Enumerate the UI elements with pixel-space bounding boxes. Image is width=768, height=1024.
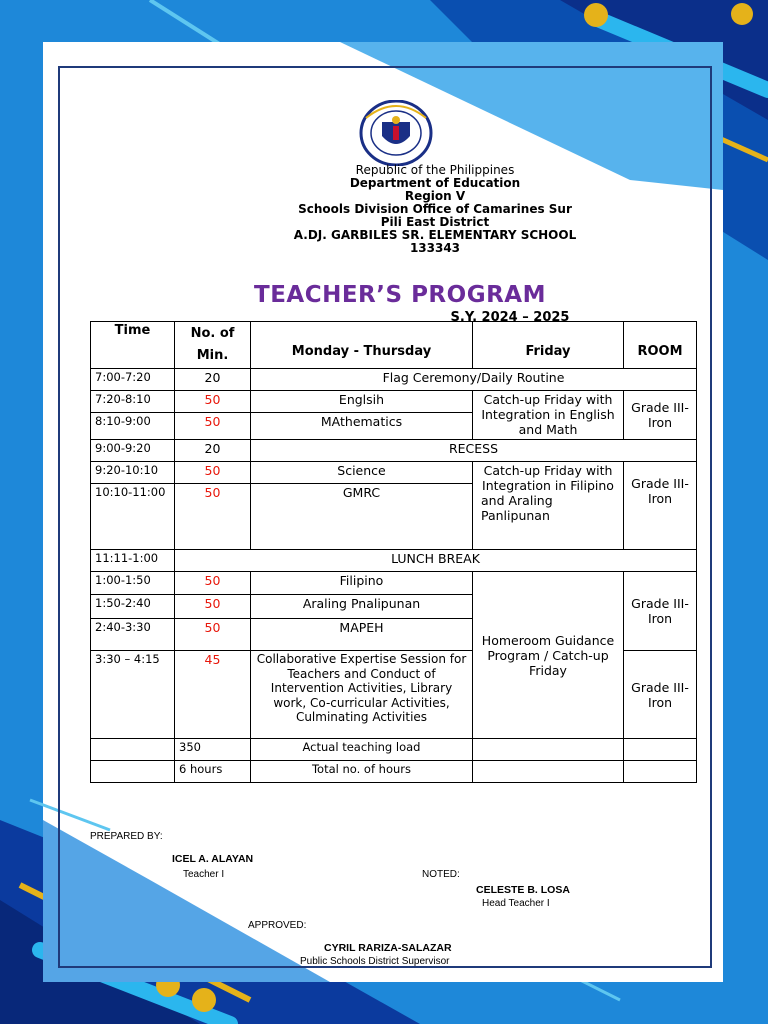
blank-cell [473,761,624,783]
total-label-cell: Total no. of hours [251,761,473,783]
blank-cell [91,761,175,783]
noted-label: NOTED: [422,869,460,880]
header-school: A.DJ. GARBILES SR. ELEMENTARY SCHOOL [293,228,577,242]
header-room: ROOM [624,322,697,369]
time-cell: 2:40-3:30 [91,619,175,651]
totals-row [91,761,697,783]
subject-cell: GMRC [251,484,473,550]
subject-cell: Filipino [251,572,473,595]
approved-name: CYRIL RARIZA-SALAZAR [324,942,452,954]
header-district: Pili East District [380,215,490,229]
friday-text: Catch-up Friday with Integration in Filipino [482,463,614,493]
header-minutes: No. of Min. [175,322,251,369]
subject-cell: MAthematics [251,413,473,440]
header-friday: Friday [473,322,624,369]
time-cell: 1:50-2:40 [91,595,175,619]
total-minutes-cell: 350 [175,739,251,761]
minutes-cell: 20 [175,369,251,391]
prepared-by-name: ICEL A. ALAYAN [172,853,254,865]
totals-row [91,739,697,761]
subject-cell: MAPEH [251,619,473,651]
table-row [91,572,697,595]
minutes-cell: 20 [175,440,251,462]
subject-cell: Araling Pnalipunan [251,595,473,619]
table-header-row [91,322,697,369]
minutes-cell: 50 [175,595,251,619]
deped-seal-logo [356,100,436,166]
time-cell: 11:11-1:00 [91,550,175,572]
noted-name: CELESTE B. LOSA [476,884,570,896]
prepared-by-label: PREPARED BY: [90,831,163,842]
room-cell: Grade III-Iron [624,572,697,651]
minutes-cell: 45 [175,651,251,739]
time-cell: 7:00-7:20 [91,369,175,391]
header-time: Time [91,322,175,369]
blank-cell [624,761,697,783]
time-cell: 8:10-9:00 [91,413,175,440]
subject-cell: LUNCH BREAK [175,550,697,572]
minutes-cell: 50 [175,572,251,595]
time-cell: 1:00-1:50 [91,572,175,595]
table-row [91,550,697,572]
table-row [91,440,697,462]
minutes-cell: 50 [175,462,251,484]
friday-cell [473,462,624,550]
table-row [91,462,697,484]
total-label-cell: Actual teaching load [251,739,473,761]
schedule-table [90,321,697,783]
minutes-cell: 50 [175,413,251,440]
subject-cell: Flag Ceremony/Daily Routine [251,369,697,391]
time-cell: 10:10-11:00 [91,484,175,550]
subject-cell: RECESS [251,440,697,462]
room-cell: Grade III-Iron [624,651,697,739]
approved-title: Public Schools District Supervisor [300,956,450,967]
page-title: TEACHER’S PROGRAM [254,282,546,308]
room-cell: Grade III-Iron [624,462,697,550]
minutes-cell: 50 [175,484,251,550]
header-department: Department of Education [349,176,521,190]
header-mon-thu: Monday - Thursday [251,322,473,369]
minutes-cell: 50 [175,619,251,651]
blank-cell [624,739,697,761]
subject-cell: Englsih [251,391,473,413]
approved-label: APPROVED: [248,920,307,931]
minutes-cell: 50 [175,391,251,413]
school-year: S.Y. 2024 – 2025 [450,310,570,325]
table-row [91,391,697,413]
blank-cell [91,739,175,761]
header-school-id: 133343 [409,241,461,255]
header-division: Schools Division Office of Camarines Sur [298,202,572,216]
subject-cell: Science [251,462,473,484]
subject-cell: Collaborative Expertise Session for Teachers and Conduct of Intervention Activities, Library work, Co-curricular Activities, Culminating Activities [251,651,473,739]
time-cell: 9:20-10:10 [91,462,175,484]
header-republic: Republic of the Philippines [355,163,515,177]
blank-cell [473,739,624,761]
prepared-by-title: Teacher I [183,869,225,880]
friday-cell: Homeroom Guidance Program / Catch-up Friday [473,572,624,739]
friday-text-continued: and Araling Panlipunan [481,493,553,523]
header-region: Region V [404,189,466,203]
room-cell: Grade III-Iron [624,391,697,440]
total-hours-cell: 6 hours [175,761,251,783]
time-cell: 3:30 – 4:15 [91,651,175,739]
noted-title: Head Teacher I [482,898,550,909]
table-row [91,369,697,391]
friday-cell: Catch-up Friday with Integration in English and Math [473,391,624,440]
time-cell: 9:00-9:20 [91,440,175,462]
time-cell: 7:20-8:10 [91,391,175,413]
